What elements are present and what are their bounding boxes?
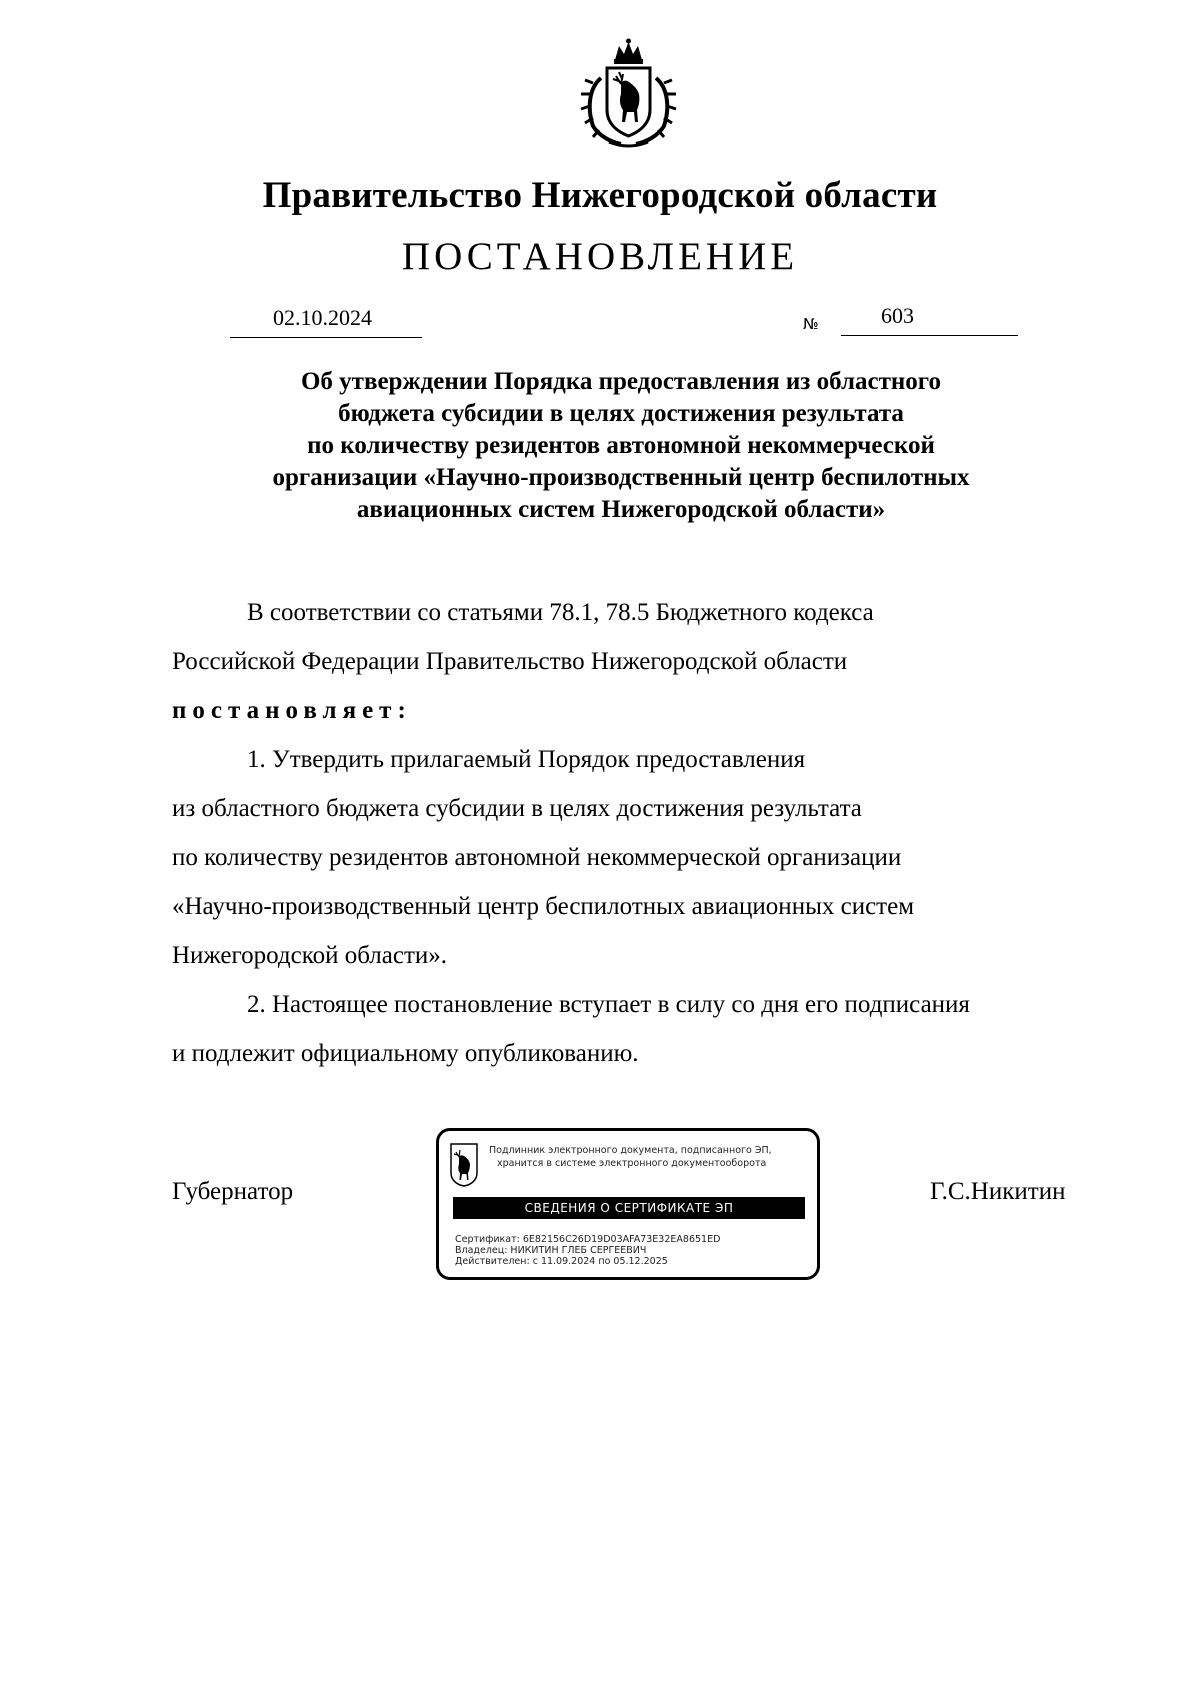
certificate-details <box>455 1234 720 1267</box>
document-type: ПОСТАНОВЛЕНИЕ <box>401 235 799 278</box>
certificate-note-line: хранится в системе электронного документооборота <box>497 1158 767 1169</box>
item-2-line: 2. Настоящее постановление вступает в силу со дня его подписания <box>247 991 970 1018</box>
item-1-line: из областного бюджета субсидии в целях достижения результата <box>172 795 862 822</box>
resolves-text: постановляет: <box>172 697 412 724</box>
certificate-serial: Сертификат: 6E82156C26D19D03AFA73E32EA8651ED <box>455 1234 721 1245</box>
item-1-line: Нижегородской области». <box>172 942 448 969</box>
subject-line: бюджета субсидии в целях достижения результата <box>338 400 904 427</box>
coat-of-arms-icon <box>571 38 686 153</box>
subject-line: по количеству резидентов автономной некоммерческой <box>307 432 935 459</box>
document-number: 603 <box>881 303 914 328</box>
resolves-word <box>172 686 1088 735</box>
number-sign: № <box>803 315 819 333</box>
document-date-field <box>230 305 422 338</box>
item-1-line: «Научно-производственный центр беспилотных авиационных систем <box>172 893 915 920</box>
certificate-title: СВЕДЕНИЯ О СЕРТИФИКАТЕ ЭП <box>453 1197 805 1219</box>
subject-line: Об утверждении Порядка предоставления из областного <box>300 368 941 395</box>
certificate-validity: Действителен: с 11.09.2024 по 05.12.2025 <box>455 1256 668 1267</box>
document-date: 02.10.2024 <box>273 305 372 330</box>
deer-emblem-icon <box>450 1143 478 1187</box>
signer-name: Г.С.Никитин <box>930 1178 1066 1205</box>
certificate-note-line: Подлинник электронного документа, подписанного ЭП, <box>489 1145 772 1156</box>
item-1-line: 1. Утвердить прилагаемый Порядок предоставления <box>247 746 806 773</box>
signer-position: Губернатор <box>172 1178 294 1205</box>
subject-line: организации «Научно-производственный центр беспилотных <box>272 464 970 491</box>
preamble-line: Российской Федерации Правительство Нижегородской области <box>172 648 848 675</box>
document-body <box>172 588 1088 1078</box>
item-1-line: по количеству резидентов автономной некоммерческой организации <box>172 844 902 871</box>
preamble-line: В соответствии со статьями 78.1, 78.5 Бюджетного кодекса <box>247 599 874 626</box>
e-signature-stamp <box>436 1128 820 1280</box>
subject-line: авиационных систем Нижегородской области» <box>356 496 886 523</box>
document-number-field <box>841 303 1018 336</box>
organization-title: Правительство Нижегородской области <box>262 175 938 216</box>
document-subject <box>210 366 1032 526</box>
certificate-owner: Владелец: НИКИТИН ГЛЕБ СЕРГЕЕВИЧ <box>455 1245 647 1256</box>
item-2-line: и подлежит официальному опубликованию. <box>172 1040 639 1067</box>
